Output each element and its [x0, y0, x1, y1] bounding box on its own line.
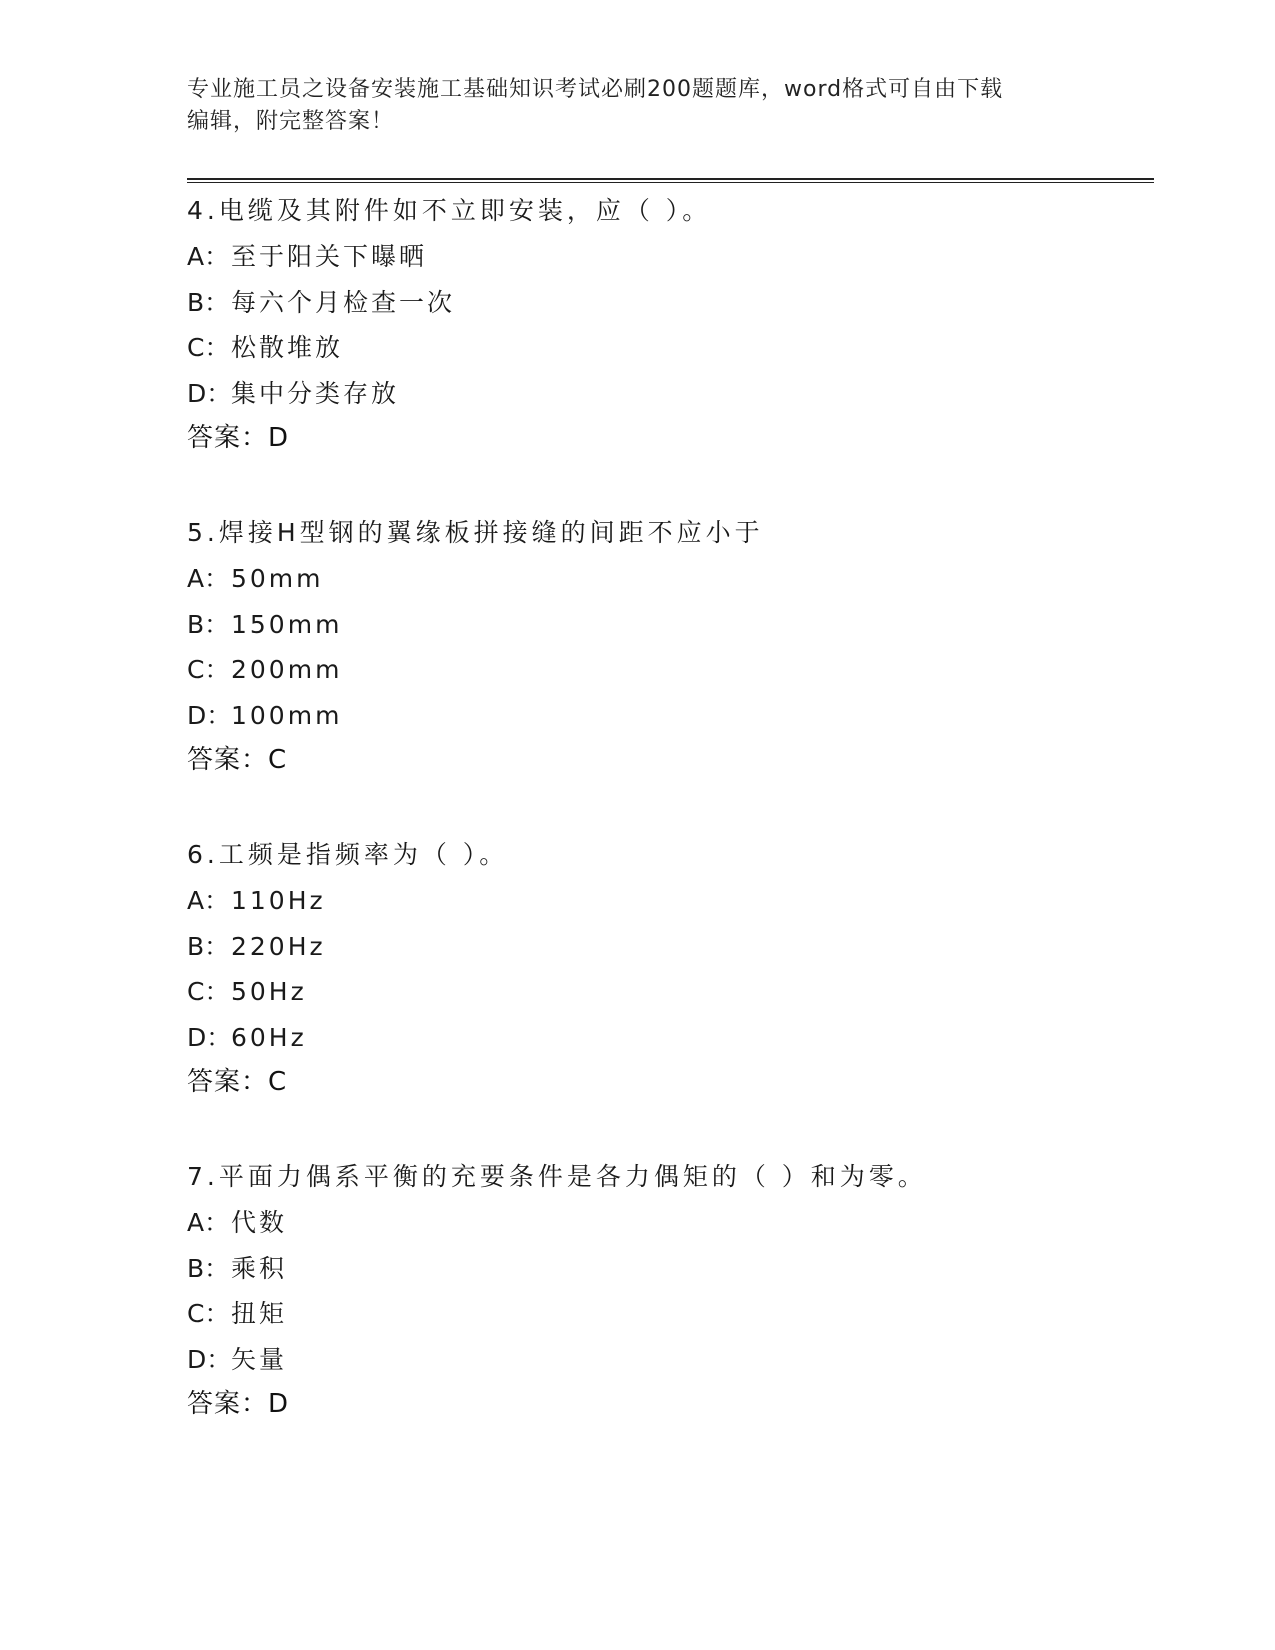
- option-text: 150mm: [231, 609, 343, 639]
- question-text: 4.电缆及其附件如不立即安装，应（ ）。: [187, 196, 712, 225]
- option-letter: A：: [187, 886, 230, 915]
- option-text: 60Hz: [231, 1022, 307, 1052]
- option-text: 200mm: [231, 655, 343, 684]
- answer-value: D: [268, 423, 289, 453]
- option-letter: D：: [187, 1022, 232, 1052]
- question-6: [187, 832, 1154, 1104]
- option-text: 乘积: [231, 1253, 288, 1283]
- option-a: [187, 1200, 1154, 1246]
- header-divider-thin: [187, 182, 1154, 183]
- option-letter: D：: [187, 1344, 232, 1374]
- option-letter: A：: [187, 242, 230, 271]
- question-list: [187, 188, 1154, 1476]
- option-c: [187, 1291, 1154, 1337]
- answer-line: [187, 738, 1154, 782]
- option-c: [187, 647, 1154, 693]
- answer-label: 答案：: [187, 1067, 269, 1097]
- option-letter: A：: [187, 1208, 230, 1237]
- question-text: 7.平面力偶系平衡的充要条件是各力偶矩的（ ）和为零。: [187, 1162, 927, 1191]
- option-text: 100mm: [231, 700, 343, 730]
- option-letter: C：: [187, 1299, 230, 1328]
- option-letter: B：: [187, 1253, 230, 1283]
- option-letter: C：: [187, 977, 230, 1006]
- option-b: [187, 1246, 1154, 1292]
- option-text: 每六个月检查一次: [231, 287, 456, 317]
- option-letter: B：: [187, 287, 230, 317]
- question-7: [187, 1154, 1154, 1426]
- option-d: [187, 371, 1154, 417]
- option-b: [187, 602, 1154, 648]
- option-text: 扭矩: [231, 1299, 288, 1328]
- option-c: [187, 969, 1154, 1015]
- answer-value: D: [268, 1389, 289, 1419]
- question-5: [187, 510, 1154, 782]
- option-letter: C：: [187, 333, 230, 362]
- option-text: 110Hz: [231, 886, 326, 915]
- option-text: 集中分类存放: [231, 378, 400, 408]
- option-letter: B：: [187, 609, 230, 639]
- option-a: [187, 556, 1154, 602]
- option-text: 50Hz: [231, 977, 307, 1006]
- option-text: 220Hz: [231, 931, 326, 961]
- option-text: 50mm: [231, 564, 324, 593]
- option-letter: D：: [187, 378, 232, 408]
- answer-label: 答案：: [187, 745, 269, 775]
- option-d: [187, 693, 1154, 739]
- question-4: [187, 188, 1154, 460]
- option-b: [187, 924, 1154, 970]
- answer-label: 答案：: [187, 423, 269, 453]
- document-header: [187, 74, 1087, 138]
- option-letter: D：: [187, 700, 232, 730]
- answer-line: [187, 1382, 1154, 1426]
- option-text: 至于阳关下曝晒: [231, 242, 428, 271]
- header-line-1: 专业施工员之设备安装施工基础知识考试必刷200题题库，word格式可自由下载: [187, 77, 1004, 102]
- option-a: [187, 234, 1154, 280]
- option-letter: C：: [187, 655, 230, 684]
- answer-line: [187, 1060, 1154, 1104]
- option-text: 代数: [231, 1208, 288, 1237]
- answer-line: [187, 416, 1154, 460]
- option-d: [187, 1337, 1154, 1383]
- option-d: [187, 1015, 1154, 1061]
- question-text: 6.工频是指频率为（ ）。: [187, 840, 509, 869]
- answer-value: C: [268, 745, 287, 775]
- question-text: 5.焊接H型钢的翼缘板拼接缝的间距不应小于: [187, 518, 764, 547]
- option-letter: A：: [187, 564, 230, 593]
- option-a: [187, 878, 1154, 924]
- header-line-2: 编辑，附完整答案！: [187, 109, 395, 134]
- option-c: [187, 325, 1154, 371]
- option-letter: B：: [187, 931, 230, 961]
- answer-label: 答案：: [187, 1389, 269, 1419]
- answer-value: C: [268, 1067, 287, 1097]
- option-b: [187, 280, 1154, 326]
- option-text: 矢量: [231, 1344, 288, 1374]
- option-text: 松散堆放: [231, 333, 344, 362]
- header-divider-thick: [187, 178, 1154, 180]
